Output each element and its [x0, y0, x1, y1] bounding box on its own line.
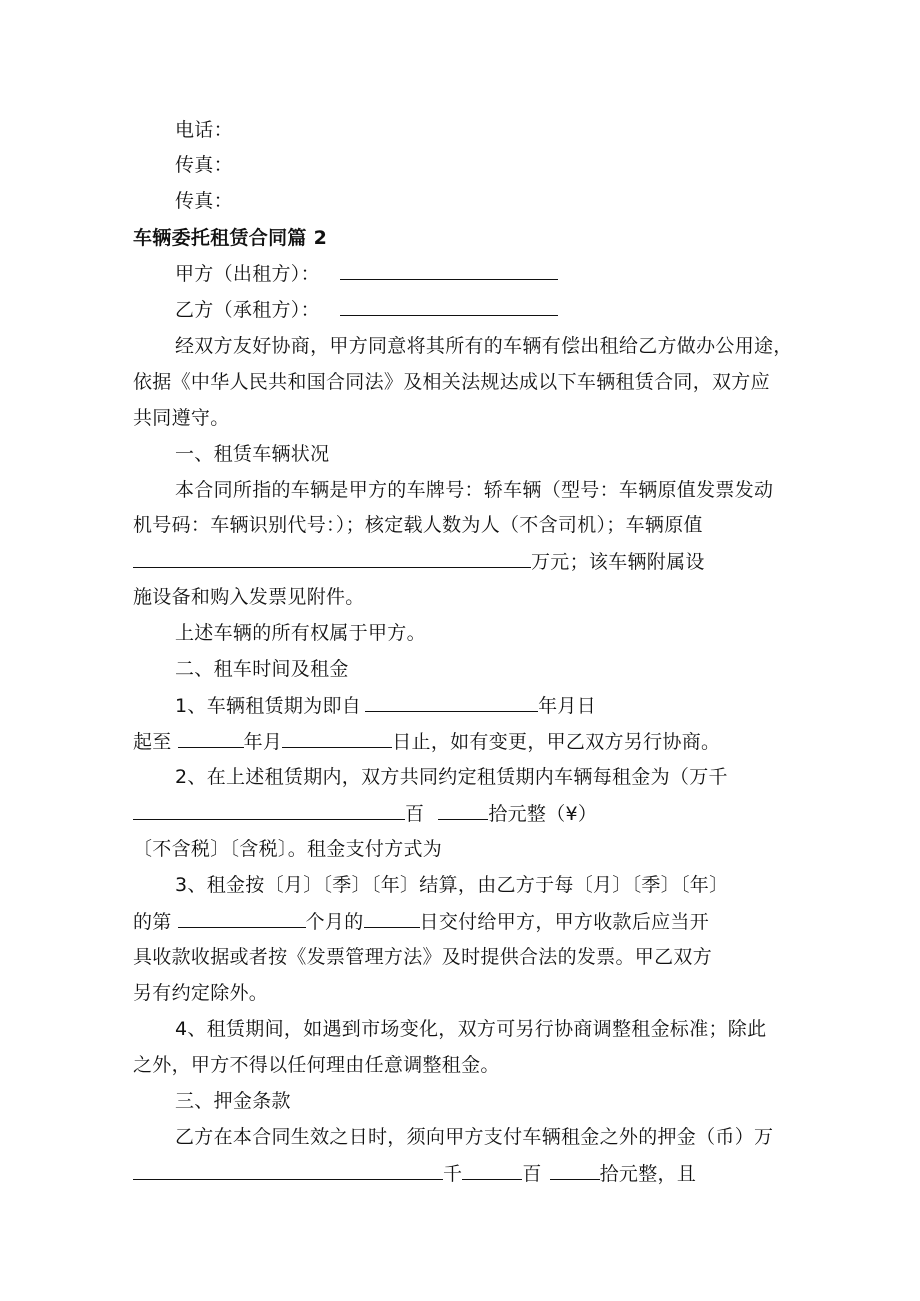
- article-text: 本合同所指的车辆是甲方的车牌号：轿车辆（型号：车辆原值发票发动: [175, 479, 774, 501]
- rent-suffix: 拾元整（¥）: [488, 803, 598, 825]
- payment-day-line: [133, 909, 709, 934]
- rent-ten-blank[interactable]: [438, 801, 488, 820]
- article-text: 3、租金按〔月〕〔季〕〔年〕结算，由乙方于每〔月〕〔季〕〔年〕: [175, 874, 729, 896]
- lease-end-blank-2[interactable]: [282, 729, 392, 748]
- lease-period-line: [175, 693, 596, 718]
- lessee-line: [175, 297, 558, 322]
- intro-line: 经双方友好协商，甲方同意将其所有的车辆有偿出租给乙方做办公用途，: [175, 335, 793, 357]
- article-text: 上述车辆的所有权属于甲方。: [175, 622, 426, 644]
- article-title: 一、租赁车辆状况: [175, 443, 330, 465]
- deposit-hundred-label: 百: [522, 1163, 542, 1185]
- payment-month-blank[interactable]: [178, 909, 306, 928]
- lease-end-blank-1[interactable]: [178, 729, 244, 748]
- payment-day-prefix: 的第: [133, 911, 172, 933]
- lessor-line: [175, 261, 558, 286]
- lease-end-line: [133, 729, 720, 754]
- deposit-suffix: 拾元整，且: [599, 1163, 697, 1185]
- rent-amount-line: [133, 801, 597, 826]
- lease-start-blank[interactable]: [365, 693, 538, 712]
- lease-period-prefix: 1、车辆租赁期为即自: [175, 695, 362, 717]
- lessee-blank[interactable]: [340, 297, 558, 316]
- article-text: 4、租赁期间，如遇到市场变化，双方可另行协商调整租金标准；除此: [175, 1018, 767, 1040]
- payment-day-suffix: 日交付给甲方，甲方收款后应当开: [419, 911, 710, 933]
- deposit-thousand-label: 千: [443, 1163, 463, 1185]
- rent-thousand-blank[interactable]: [133, 801, 405, 820]
- fax-label: 传真：: [175, 190, 233, 212]
- article-text: 施设备和购入发票见附件。: [133, 586, 365, 608]
- fax-label: 传真：: [175, 154, 233, 176]
- payment-day-blank[interactable]: [364, 909, 420, 928]
- deposit-ten-thousand-blank[interactable]: [133, 1161, 443, 1180]
- article-text: 乙方在本合同生效之日时，须向甲方支付车辆租金之外的押金（币）万: [175, 1126, 774, 1148]
- intro-line: 共同遵守。: [133, 407, 230, 429]
- lease-end-prefix: 起至: [133, 731, 172, 753]
- deposit-hundred-blank[interactable]: [550, 1161, 600, 1180]
- lessee-label: 乙方（承租方）：: [175, 299, 320, 321]
- article-text: 另有约定除外。: [133, 982, 269, 1004]
- lease-end-suffix: 日止，如有变更，甲乙双方另行协商。: [392, 731, 721, 753]
- vehicle-value-blank[interactable]: [133, 549, 531, 568]
- article-text: 2、在上述租赁期内，双方共同约定租赁期内车辆每租金为（万千: [175, 766, 728, 788]
- article-text: 机号码：车辆识别代号：）；核定载人数为人（不含司机）；车辆原值: [133, 514, 703, 536]
- vehicle-value-line: [133, 549, 705, 574]
- article-text: 之外，甲方不得以任何理由任意调整租金。: [133, 1054, 500, 1076]
- article-title: 三、押金条款: [175, 1090, 291, 1112]
- payment-day-mid: 个月的: [305, 911, 364, 933]
- rent-hundred-label: 百: [405, 803, 425, 825]
- lease-end-mid: 年月: [243, 731, 283, 753]
- article-text: 具收款收据或者按《发票管理方法》及时提供合法的发票。甲乙双方: [133, 946, 713, 968]
- lessor-blank[interactable]: [340, 261, 558, 280]
- article-title: 二、租车时间及租金: [175, 658, 349, 680]
- deposit-amount-line: [133, 1161, 696, 1186]
- vehicle-value-suffix: 万元；该车辆附属设: [531, 551, 705, 573]
- lease-period-suffix: 年月日: [538, 695, 596, 717]
- lessor-label: 甲方（出租方）：: [175, 263, 320, 285]
- deposit-thousand-blank[interactable]: [462, 1161, 522, 1180]
- section-title: 车辆委托租赁合同篇 2: [133, 227, 328, 249]
- article-text: 〔不含税〕〔含税〕。租金支付方式为: [133, 838, 443, 860]
- phone-label: 电话：: [175, 119, 233, 141]
- intro-line: 依据《中华人民共和国合同法》及相关法规达成以下车辆租赁合同，双方应: [133, 371, 770, 393]
